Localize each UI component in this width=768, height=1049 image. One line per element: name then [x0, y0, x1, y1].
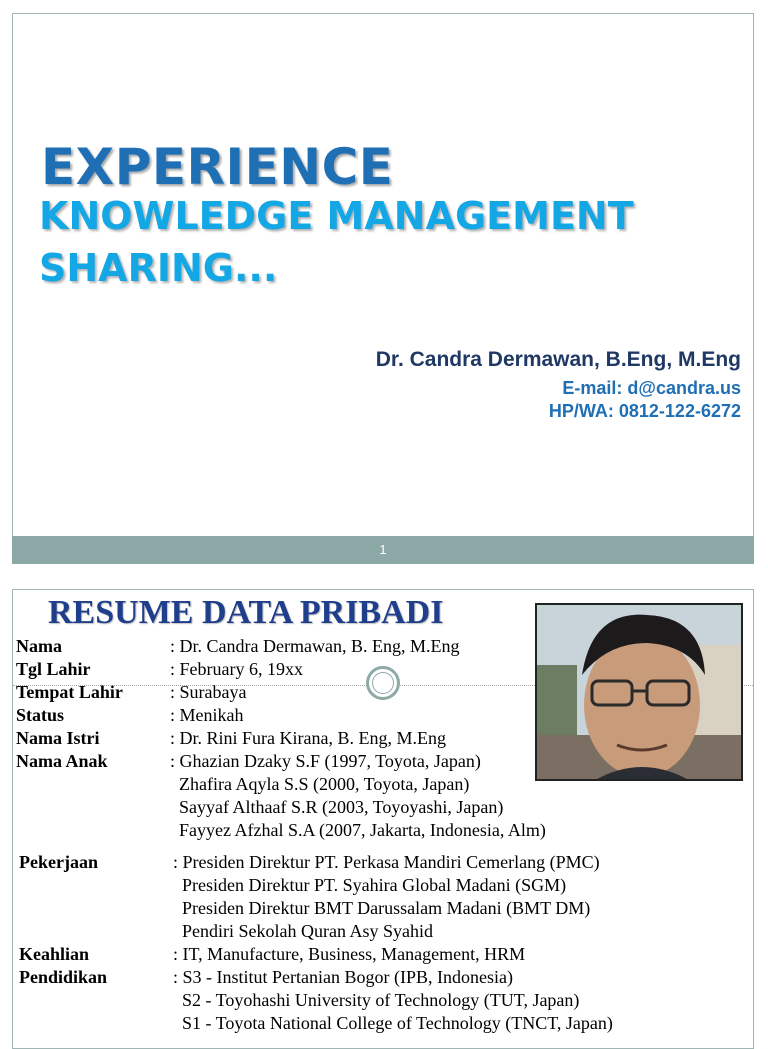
- rows2-value: : S3 - Institut Pertanian Bogor (IPB, Indonesia): [173, 967, 513, 987]
- rows-value: : Dr. Rini Fura Kirana, B. Eng, M.Eng: [170, 728, 446, 748]
- slide-divider-circle-icon: [366, 666, 400, 700]
- rows-value: Sayyaf Althaaf S.R (2003, Toyoyashi, Japan): [179, 797, 504, 817]
- rows-value: : February 6, 19xx: [170, 659, 303, 679]
- rows2-label: Keahlian: [19, 944, 90, 964]
- rows2-value: : Presiden Direktur PT. Perkasa Mandiri Cemerlang (PMC): [173, 852, 600, 872]
- slide-subtitle-line-2: SHARING...: [39, 246, 278, 290]
- rows-value: : Ghazian Dzaky S.F (1997, Toyota, Japan): [170, 751, 481, 771]
- slide-2: [12, 589, 754, 1049]
- rows-label: Tempat Lahir: [16, 682, 123, 702]
- rows2-value: Presiden Direktur PT. Syahira Global Madani (SGM): [182, 875, 567, 895]
- rows-value: : Dr. Candra Dermawan, B. Eng, M.Eng: [170, 636, 460, 656]
- profile-photo: [535, 603, 743, 781]
- resume-title: RESUME DATA PRIBADI: [48, 594, 444, 631]
- rows2-value: S2 - Toyohashi University of Technology (TUT, Japan): [182, 990, 580, 1010]
- rows-label: Tgl Lahir: [16, 659, 91, 679]
- page-number: 1: [12, 536, 754, 564]
- rows-label: Nama: [16, 636, 62, 656]
- rows-label: Status: [16, 705, 65, 725]
- rows2-value: Pendiri Sekolah Quran Asy Syahid: [182, 921, 433, 941]
- rows-label: Nama Anak: [16, 751, 108, 771]
- rows-value: Fayyez Afzhal S.A (2007, Jakarta, Indonesia, Alm): [179, 820, 546, 840]
- slide-subtitle-line-1: KNOWLEDGE MANAGEMENT: [39, 194, 634, 238]
- author-name: Dr. Candra Dermawan, B.Eng, M.Eng: [375, 348, 741, 371]
- author-phone: HP/WA: 0812-122-6272: [548, 401, 741, 421]
- rows2-value: Presiden Direktur BMT Darussalam Madani (BMT DM): [182, 898, 591, 918]
- slide-title: EXPERIENCE: [41, 138, 394, 196]
- rows-value: : Menikah: [170, 705, 244, 725]
- rows2-value: S1 - Toyota National College of Technology (TNCT, Japan): [182, 1013, 613, 1033]
- rows2-label: Pekerjaan: [19, 852, 98, 872]
- slide-1: [12, 13, 754, 564]
- author-email: E-mail: d@candra.us: [562, 378, 741, 398]
- rows2-label: Pendidikan: [19, 967, 108, 987]
- rows2-value: : IT, Manufacture, Business, Management, HRM: [173, 944, 526, 964]
- rows-value: : Surabaya: [170, 682, 247, 702]
- rows-value: Zhafira Aqyla S.S (2000, Toyota, Japan): [179, 774, 470, 794]
- rows-label: Nama Istri: [16, 728, 100, 748]
